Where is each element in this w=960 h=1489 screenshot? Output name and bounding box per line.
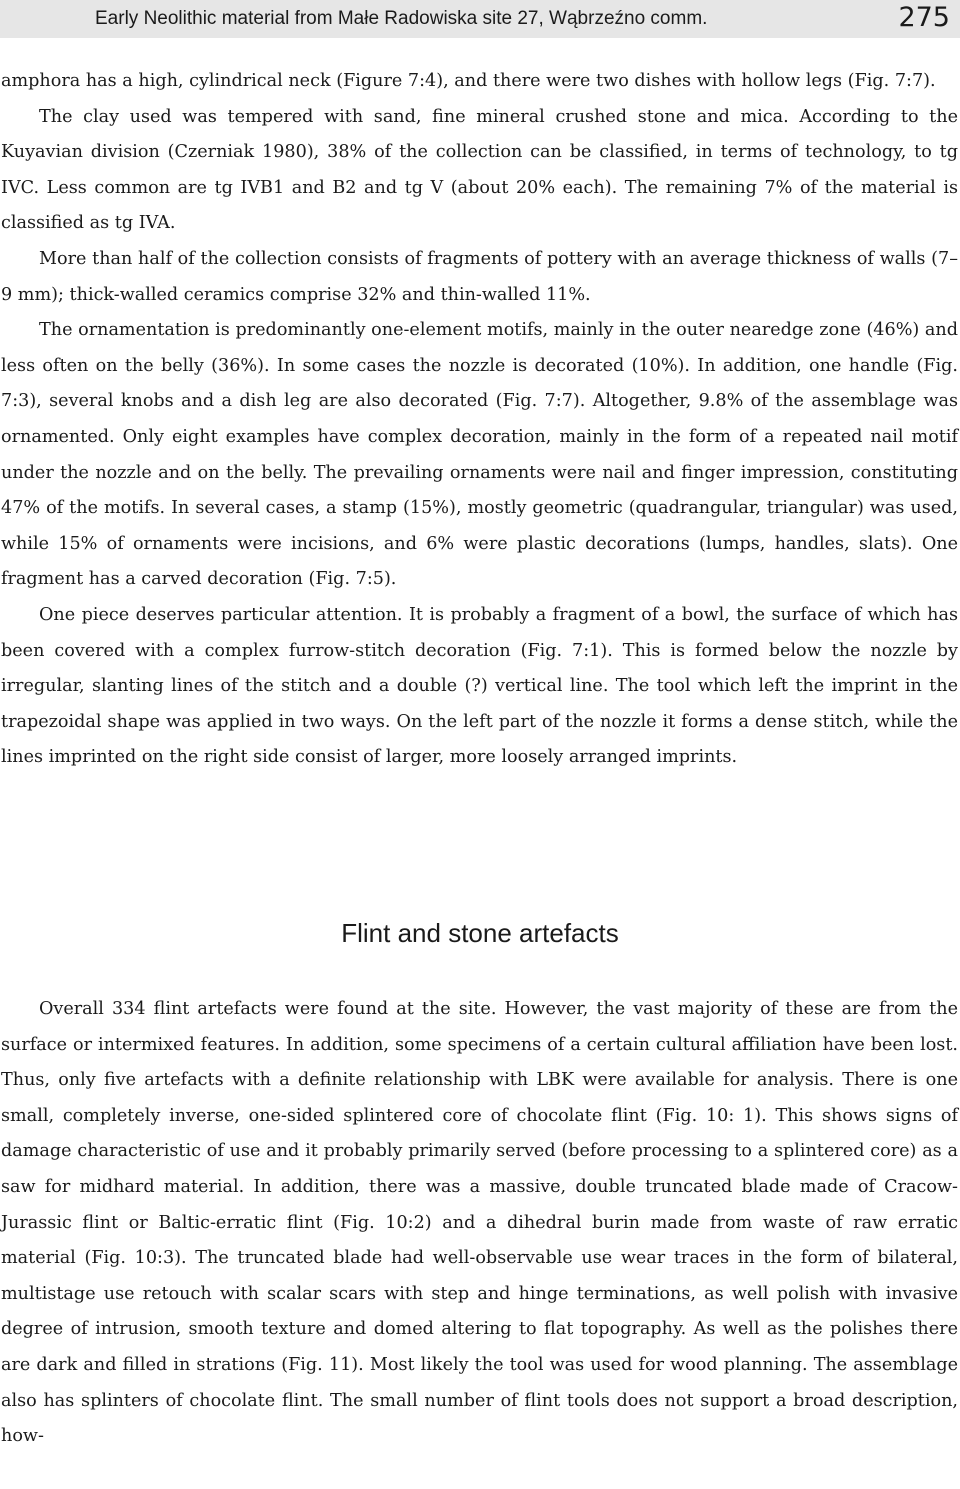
paragraph: The ornamentation is predominantly one-element motifs, mainly in the outer nearedge zone (46%) and less often on the belly (36%). In some cases the nozzle is decorated (10%). In addition, one handle (Fig. 7:3), several knobs and a dish leg are also decorated (Fig. 7:7). Altogether, 9.8% of the assemblage was ornamented. Only eight examples have complex decoration, mainly in the form of a repeated nail motif under the nozzle and on the belly. The prevailing ornaments were nail and finger impression, constituting 47% of the motifs. In several cases, a stamp (15%), mostly geometric (quadrangular, triangular) was used, while 15% of ornaments were incisions, and 6% were plastic decorations (lumps, handles, slats). One fragment has a carved decoration (Fig. 7:5). (1, 320, 958, 590)
paragraph: Overall 334 flint artefacts were found at the site. However, the vast majority of these are from the surface or intermixed features. In addition, some specimens of a certain cultural affiliation have been lost. Thus, only five artefacts with a definite relationship with LBK were available for analysis. There is one small, completely inverse, one-sided splintered core of chocolate flint (Fig. 10: 1). This shows signs of damage characteristic of use and it probably primarily served (before processing to a splintered core) as a saw for midhard material. In addition, there was a massive, double truncated blade made of Cracow-Jurassic flint or Baltic-erratic flint (Fig. 10:2) and a dihedral burin made from waste of raw erratic material (Fig. 10:3). The truncated blade had well-observable use wear traces in the form of bilateral, multistage use retouch with scalar scars with step and hinge terminations, as well polish with invasive degree of intrusion, smooth texture and domed altering to flat topography. As well as the polishes there are dark and filled in strations (Fig. 11). Most likely the tool was used for wood planning. The assemblage also has splinters of chocolate flint. The small number of flint tools does not support a broad description, how- (1, 999, 958, 1447)
section-text (1, 992, 958, 1455)
section-heading: Flint and stone artefacts (341, 918, 619, 948)
paragraph: More than half of the collection consists of fragments of pottery with an average thickness of walls (7–9 mm); thick-walled ceramics comprise 32% and thin-walled 11%. (1, 248, 958, 305)
paragraph: The clay used was tempered with sand, fine mineral crushed stone and mica. According to the Kuyavian division (Czerniak 1980), 38% of the collection can be classified, in terms of technology, to tg IVC. Less common are tg IVB1 and B2 and tg V (about 20% each). The remaining 7% of the material is classified as tg IVA. (1, 106, 958, 234)
paragraph: amphora has a high, cylindrical neck (Figure 7:4), and there were two dishes with hollow legs (Fig. 7:7). (1, 71, 936, 91)
main-text (1, 64, 958, 776)
page-number: 275 (898, 2, 950, 33)
running-title: Early Neolithic material from Małe Radowiska site 27, Wąbrzeźno comm. (95, 8, 708, 29)
running-header (0, 0, 960, 38)
paragraph: One piece deserves particular attention. It is probably a fragment of a bowl, the surface of which has been covered with a complex furrow-stitch decoration (Fig. 7:1). This is formed below the nozzle by irregular, slanting lines of the stitch and a double (?) vertical line. The tool which left the imprint in the trapezoidal shape was applied in two ways. On the left part of the nozzle it forms a dense stitch, while the lines imprinted on the right side consist of larger, more loosely arranged imprints. (1, 604, 958, 768)
